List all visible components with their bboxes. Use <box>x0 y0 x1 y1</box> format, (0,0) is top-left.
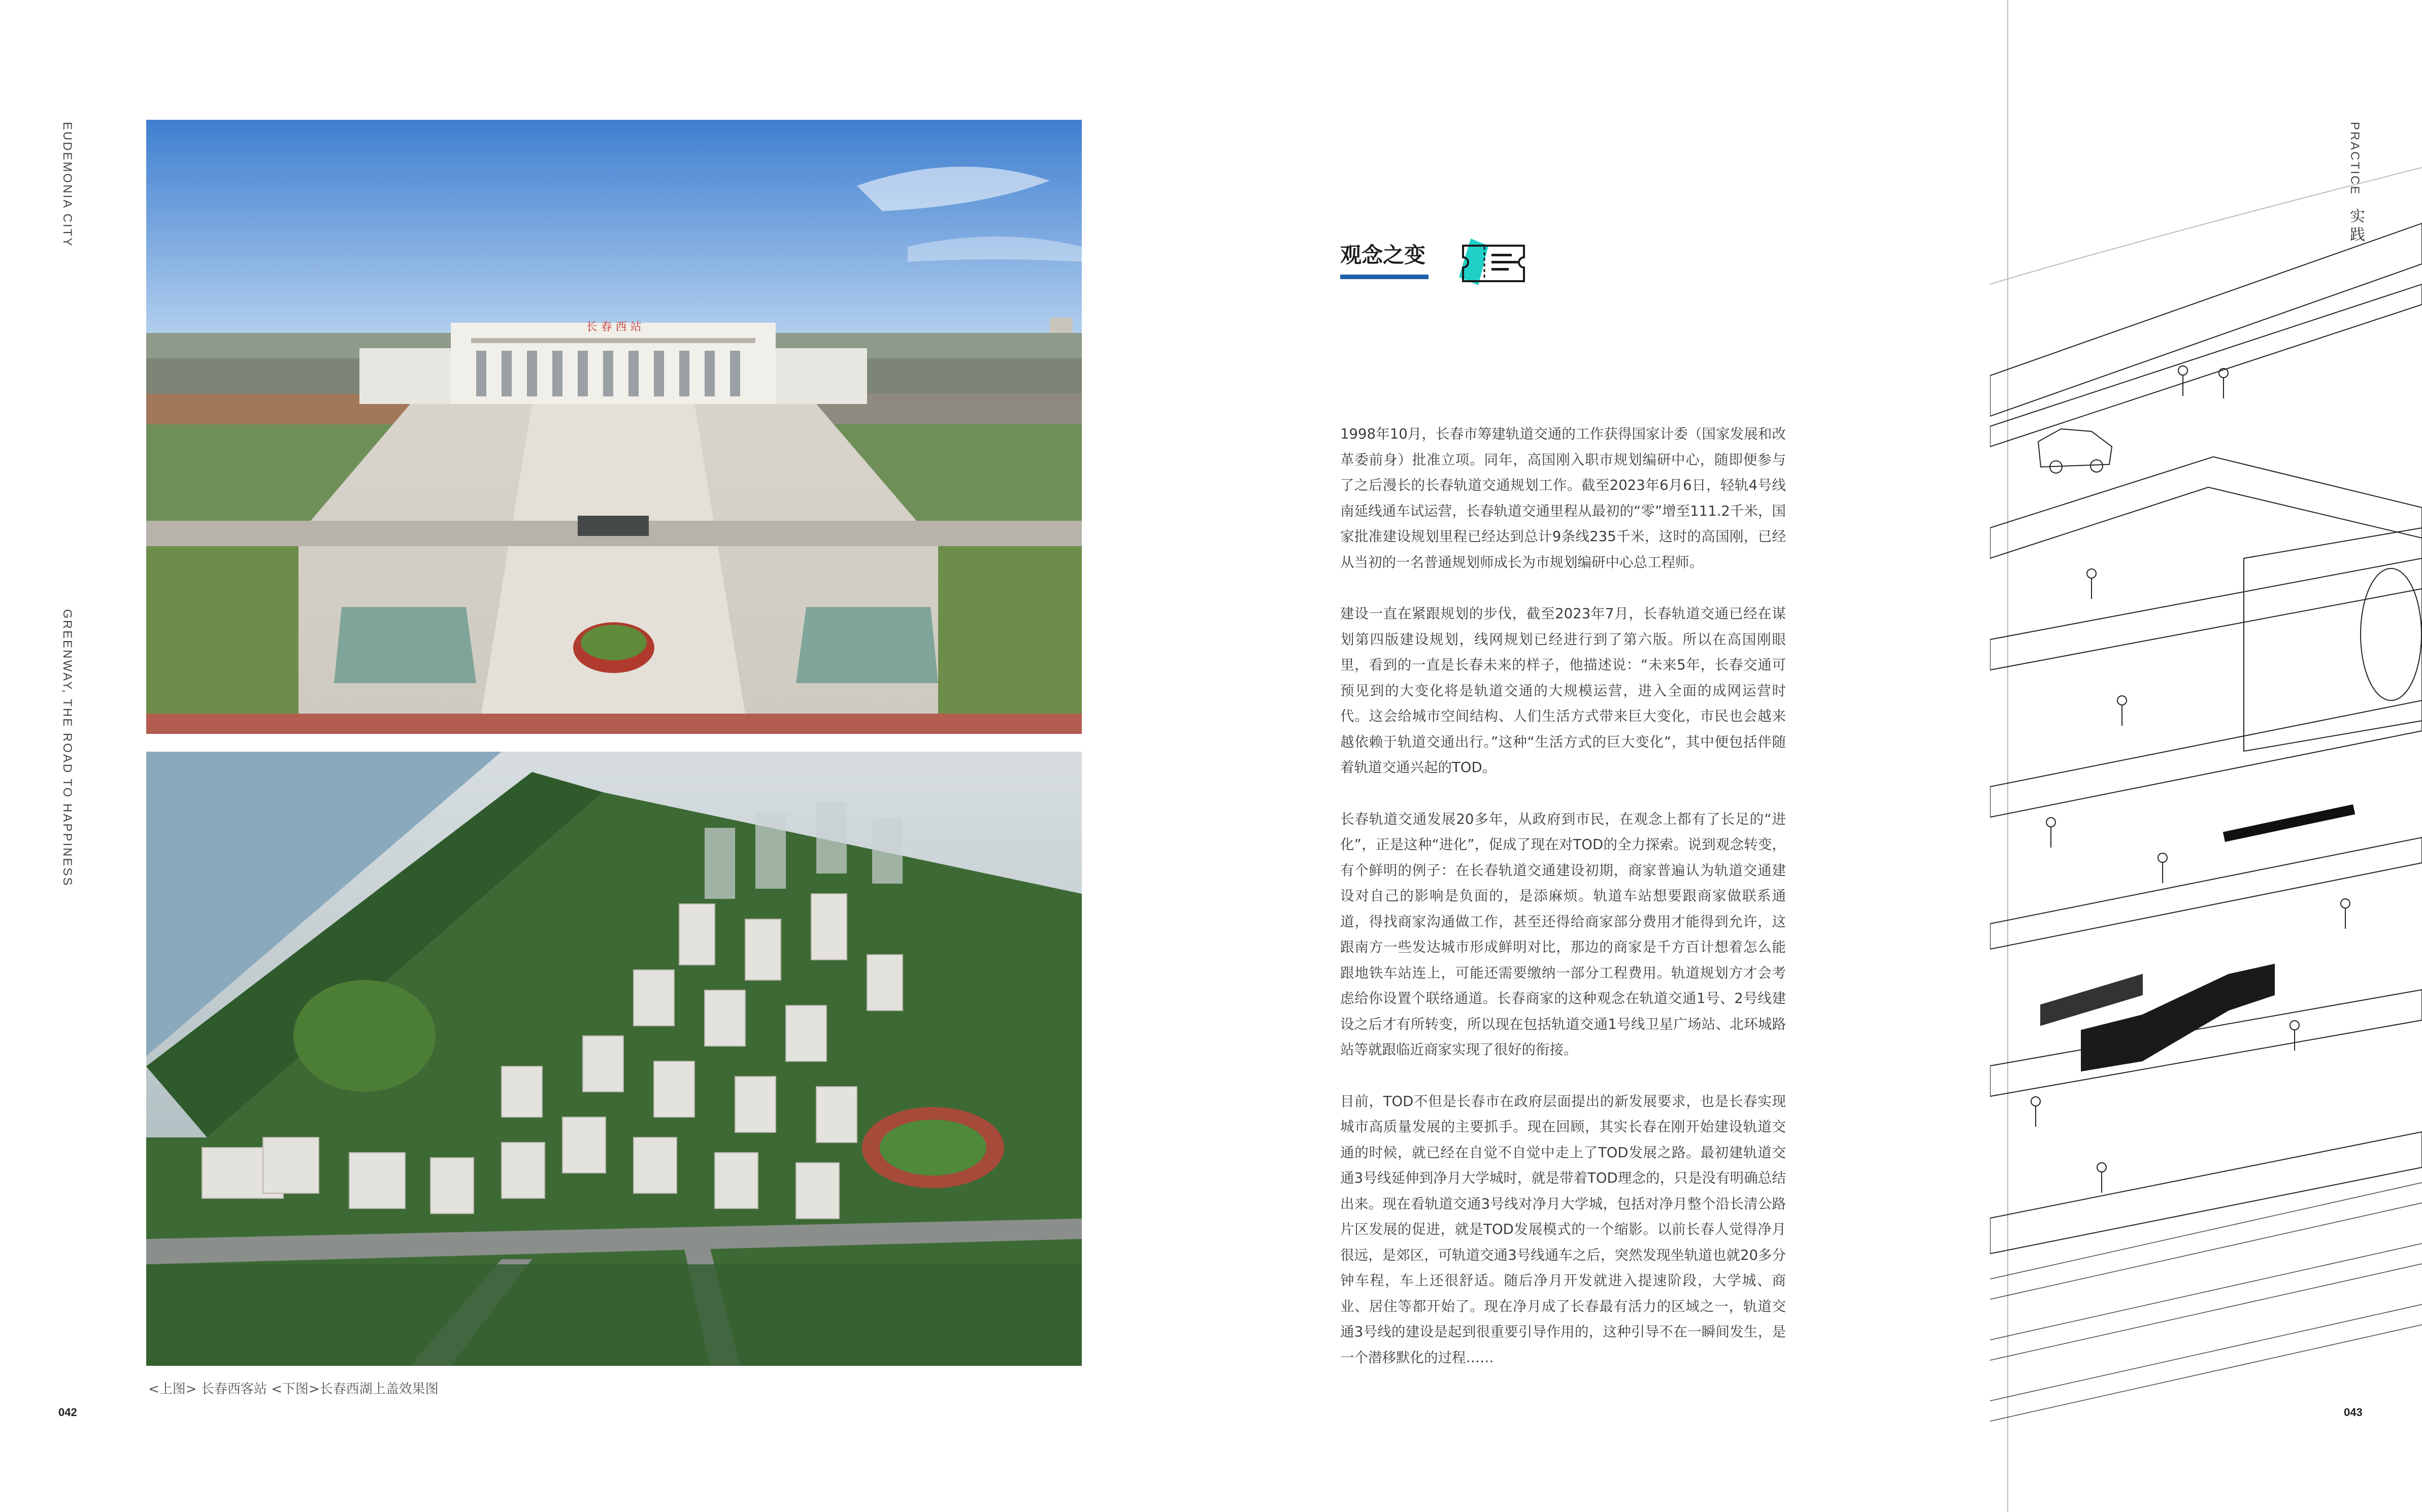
side-label-practice-cn: 实践 <box>2347 208 2365 245</box>
station-sign: 长 春 西 站 <box>586 321 642 333</box>
ticket-icon <box>1453 234 1529 290</box>
title-underline <box>1340 275 1429 279</box>
section-title: 观念之变 <box>1340 243 1426 267</box>
station-aerial-photo <box>146 120 1082 734</box>
page-number-right: 043 <box>2344 1406 2363 1419</box>
paragraph-2: 建设一直在紧跟规划的步伐，截至2023年7月，长春轨道交通已经在谋划第四版建设规划，线网规划已经进行到了第六版。所以在高国刚眼里，看到的一直是长春未来的样子，他描述说：“未来5年，长春交通可预见到的大变化将是轨道交通的大规模运营，进入全面的成网运营时代。这会给城市空间结构、人们生活方式带来巨大变化，市民也会越来越依赖于轨道交通出行。”这种“生活方式的巨大变化”，其中便包括伴随着轨道交通兴起的TOD。 <box>1340 606 1786 776</box>
page-number-left: 042 <box>58 1406 77 1419</box>
article-body <box>1340 421 1786 1396</box>
lake-overbuild-rendering <box>146 752 1082 1366</box>
paragraph-4: 目前，TOD不但是长春市在政府层面提出的新发展要求，也是长春实现城市高质量发展的主要抓手。现在回顾，其实长春在刚开始建设轨道交通的时候，就已经在自觉不自觉中走上了TOD发展之路。最初建轨道交通3号线延伸到净月大学城时，就是带着TOD理念的，只是没有明确总结出来。现在看轨道交通3号线对净月大学城，包括对净月整个沿长清公路片区发展的促进，就是TOD发展模式的一个缩影。以前长春人觉得净月很远，是郊区，可轨道交通3号线通车之后，突然发现坐轨道也就20多分钟车程，车上还很舒适。随后净月开发就进入提速阶段，大学城、商业、居住等都开始了。现在净月成了长春最有活力的区域之一，轨道交通3号线的建设是起到很重要引导作用的，这种引导不在一瞬间发生，是一个潜移默化的过程…… <box>1340 1093 1786 1366</box>
paragraph-1: 1998年10月，长春市筹建轨道交通的工作获得国家计委（国家发展和改革委前身）批准立项。同年，高国刚入职市规划编研中心，随即便参与了之后漫长的长春轨道交通规划工作。截至2023年6月6日，轻轨4号线南延线通车试运营，长春轨道交通里程从最初的“零”增至111.2千米，国家批准建设规划里程已经达到总计9条线235千米，这时的高国刚，已经从当初的一名普通规划师成长为市规划编研中心总工程师。 <box>1340 426 1786 570</box>
photo-caption: <上图> 长春西客站 <下图>长春西湖上盖效果图 <box>148 1382 439 1397</box>
side-label-eudemonia: EUDEMONIA CITY <box>60 122 74 248</box>
paragraph-3: 长春轨道交通发展20多年，从政府到市民，在观念上都有了长足的“进化”，正是这种“进化”，促成了现在对TOD的全力探索。说到观念转变，有个鲜明的例子：在长春轨道交通建设初期，商家普遍认为轨道交通建设对自己的影响是负面的，是添麻烦。轨道车站想要跟商家做联系通道，得找商家沟通做工作，甚至还得给商家部分费用才能得到允许，这跟南方一些发达城市形成鲜明对比，那边的商家是千方百计想着怎么能跟地铁车站连上，可能还需要缴纳一部分工程费用。轨道规划方才会考虑给你设置个联络通道。长春商家的这种观念在轨道交通1号、2号线建设之后才有所转变，所以现在包括轨道交通1号线卫星广场站、北环城路站等就跟临近商家实现了很好的衔接。 <box>1340 811 1786 1058</box>
side-label-greenway: GREENWAY, THE ROAD TO HAPPINESS <box>60 609 74 887</box>
side-label-practice: PRACTICE <box>2348 122 2362 196</box>
